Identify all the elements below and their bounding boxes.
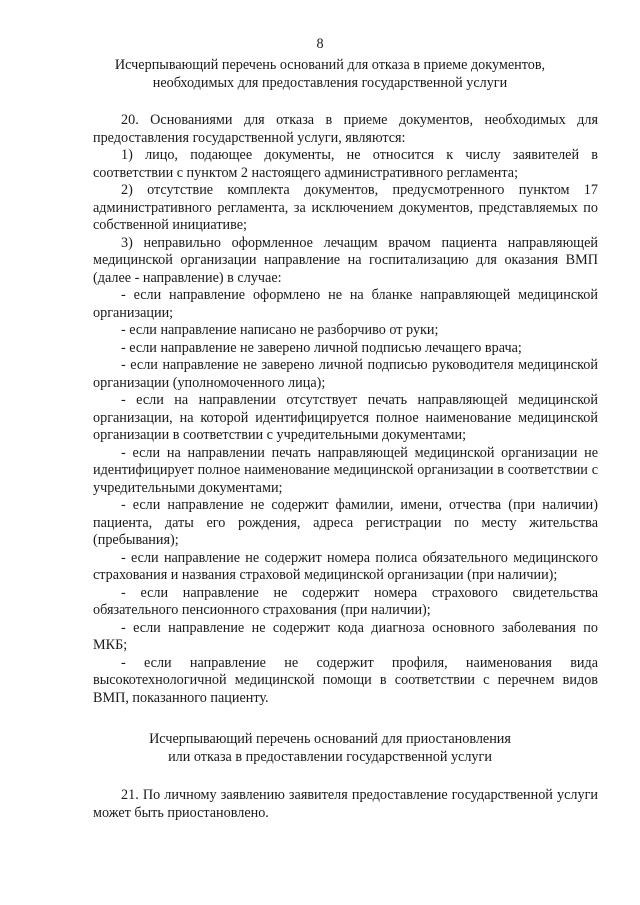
list-item: - если направление не содержит фамилии, имени, отчества (при наличии) пациента, даты его рождения, адреса регистрации по месту жительства (пребывания); xyxy=(93,497,598,548)
list-item: - если направление не содержит номера полиса обязательного медицинского страхования и названия страховой медицинской организации (при наличии); xyxy=(93,549,598,583)
list-item: - если направление не содержит кода диагноза основного заболевания по МКБ; xyxy=(93,619,598,653)
list-item: - если направление не содержит номера страхового свидетельства обязательного пенсионного страхования (при наличии); xyxy=(93,584,598,618)
section-heading-suspension xyxy=(90,731,570,766)
paragraph-20: 20. Основаниями для отказа в приеме документов, необходимых для предоставления государственной услуги, являются: xyxy=(93,112,598,146)
heading-line: Исчерпывающий перечень оснований для приостановления xyxy=(149,731,511,747)
list-item: - если направление не заверено личной подписью лечащего врача; xyxy=(121,339,522,356)
list-item: - если направление не заверено личной подписью руководителя медицинской организации (уполномоченного лица); xyxy=(93,357,598,391)
paragraph-21: 21. По личному заявлению заявителя предоставление государственной услуги может быть приостановлено. xyxy=(93,787,598,821)
list-item: - если направление оформлено не на бланке направляющей медицинской организации; xyxy=(93,287,598,321)
heading-line: или отказа в предоставлении государственной услуги xyxy=(168,748,492,765)
section-heading-refusal xyxy=(90,57,570,92)
list-item: 1) лицо, подающее документы, не относится к числу заявителей в соответствии с пунктом 2 настоящего административного регламента; xyxy=(93,147,598,181)
suspension-section xyxy=(93,787,598,822)
list-item: 3) неправильно оформленное лечащим врачом пациента направляющей медицинской организации направление на госпитализацию для оказания ВМП (далее - направление) в случае: xyxy=(93,234,598,286)
list-item: - если на направлении отсутствует печать направляющей медицинской организации, на которой идентифицируется полное наименование медицинской организации в соответствии с учредительными документами; xyxy=(93,392,598,443)
page-number: 8 xyxy=(316,36,324,52)
list-item: - если направление написано не разборчиво от руки; xyxy=(121,322,439,338)
list-item: - если направление не содержит профиля, наименования вида высокотехнологичной медицинской помощи в соответствии с перечнем видов ВМП, показанного пациенту. xyxy=(93,654,598,706)
heading-line: Исчерпывающий перечень оснований для отказа в приеме документов, xyxy=(114,57,546,73)
grounds-list xyxy=(93,112,598,707)
list-item: - если на направлении печать направляющей медицинской организации не идентифицирует полное наименование медицинской организации в соответствии с учредительными документами; xyxy=(93,444,598,496)
heading-line: необходимых для предоставления государственной услуги xyxy=(152,74,508,91)
list-item: 2) отсутствие комплекта документов, предусмотренного пунктом 17 административного регламента, за исключением документов, представляемых по собственной инициативе; xyxy=(93,182,598,233)
